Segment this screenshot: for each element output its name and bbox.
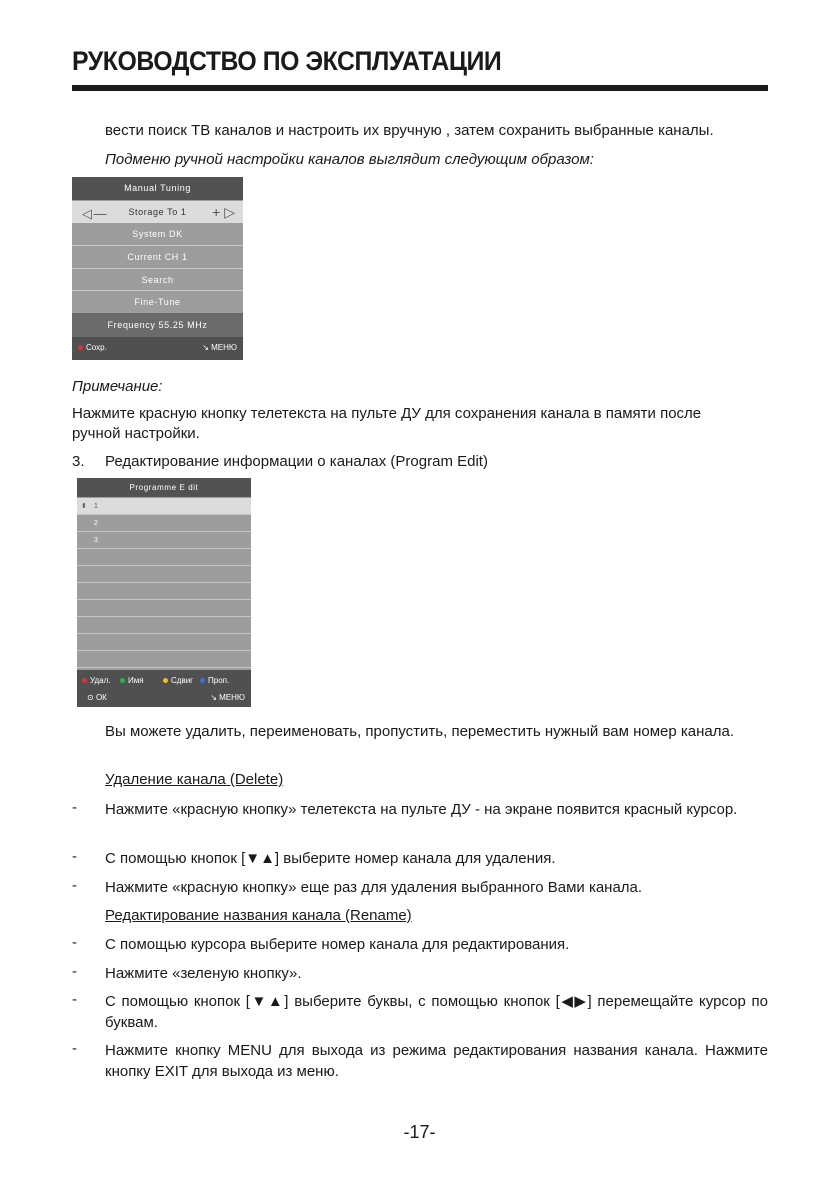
programme-edit-menu bbox=[77, 478, 251, 707]
bullet-dash: - bbox=[72, 877, 77, 894]
rename-step-2: Нажмите «зеленую кнопку». bbox=[105, 965, 302, 982]
intro-line-2: Подменю ручной настройки каналов выглядит следующим образом: bbox=[105, 151, 594, 168]
delete-step-2: С помощью кнопок [▼▲] выберите номер канала для удаления. bbox=[105, 850, 556, 867]
programme-row bbox=[77, 600, 251, 617]
green-dot-icon bbox=[120, 678, 125, 683]
delete-step-3: Нажмите «красную кнопку» еще раз для удаления выбранного Вами канала. bbox=[105, 879, 643, 896]
manual-tuning-footer bbox=[72, 337, 243, 360]
note-title: Примечание: bbox=[72, 378, 163, 395]
blue-dot-icon bbox=[200, 678, 205, 683]
yellow-dot-icon bbox=[163, 678, 168, 683]
search-row: Search bbox=[141, 275, 174, 285]
rename-step-1: С помощью курсора выберите номер канала для редактирования. bbox=[105, 936, 570, 953]
programme-row: ⬍ 1 bbox=[77, 498, 251, 515]
paragraph-intro: Вы можете удалить, переименовать, пропустить, переместить нужный вам номер канала. bbox=[105, 723, 734, 740]
note-line-2: ручной настройки. bbox=[72, 425, 200, 442]
bullet-dash: - bbox=[72, 934, 77, 951]
title-rule bbox=[72, 85, 768, 91]
rename-step-4: Нажмите кнопку MENU для выхода из режима редактирования названия канала. Нажмите кнопку EXIT для выхода из меню. bbox=[105, 1042, 768, 1080]
programme-row bbox=[77, 549, 251, 566]
programme-row: 3 bbox=[77, 532, 251, 549]
bullet-dash: - bbox=[72, 963, 77, 980]
programme-row bbox=[77, 617, 251, 634]
menu-hint: ↘ МЕНЮ bbox=[202, 343, 237, 352]
minus-arrow-icon: ◁ — bbox=[82, 206, 106, 221]
intro-line-1: вести поиск ТВ каналов и настроить их вручную , затем сохранить выбранные каналы. bbox=[105, 122, 714, 139]
bullet-dash: - bbox=[72, 799, 77, 816]
manual-tuning-menu bbox=[72, 177, 243, 360]
bullet-dash: - bbox=[72, 1040, 77, 1057]
opt-delete: Удал. bbox=[82, 676, 110, 685]
bullet-dash: - bbox=[72, 848, 77, 865]
manual-tuning-title: Manual Tuning bbox=[72, 177, 243, 200]
programme-row bbox=[77, 566, 251, 583]
opt-skip: Проп. bbox=[200, 676, 229, 685]
red-dot-icon bbox=[78, 345, 83, 350]
fine-tune-row: Fine-Tune bbox=[134, 297, 181, 307]
programme-edit-title: Programme E dit bbox=[77, 478, 251, 497]
storage-label: Storage To 1 bbox=[128, 207, 187, 217]
save-hint: Сохр. bbox=[78, 343, 107, 352]
opt-move: Сдвиг bbox=[163, 676, 193, 685]
system-row: System DK bbox=[132, 229, 183, 239]
delete-step-1: Нажмите «красную кнопку» телетекста на пульте ДУ - на экране появится красный курсор. bbox=[105, 801, 738, 818]
rename-step-3: С помощью кнопок [▼▲] выберите буквы, с помощью кнопок [◀▶] перемещайте курсор по буквам. bbox=[105, 993, 768, 1031]
programme-row bbox=[77, 651, 251, 668]
programme-row: 2 bbox=[77, 515, 251, 532]
programme-row bbox=[77, 583, 251, 600]
page-title: РУКОВОДСТВО ПО ЭКСПЛУАТАЦИИ bbox=[72, 46, 502, 76]
page-number: -17- bbox=[403, 1122, 436, 1142]
programme-row bbox=[77, 634, 251, 651]
bullet-dash: - bbox=[72, 991, 77, 1008]
red-dot-icon bbox=[82, 678, 87, 683]
plus-arrow-icon: + ▷ bbox=[212, 204, 235, 220]
section-3-title: Редактирование информации о каналах (Program Edit) bbox=[105, 453, 488, 470]
current-ch-row: Current CH 1 bbox=[127, 252, 188, 262]
note-line-1: Нажмите красную кнопку телетекста на пульте ДУ для сохранения канала в памяти после bbox=[72, 405, 702, 422]
menu-hand-icon: ↘ bbox=[202, 343, 209, 352]
frequency-row: Frequency 55.25 MHz bbox=[72, 313, 243, 337]
menu-hand-icon: ↘ bbox=[210, 693, 217, 702]
opt-name: Имя bbox=[120, 676, 144, 685]
ok-hint: ⊙ ОК bbox=[87, 693, 107, 702]
ok-icon: ⊙ bbox=[87, 693, 94, 702]
up-down-arrows-icon: ⬍ bbox=[81, 503, 87, 510]
menu-hint: ↘ МЕНЮ bbox=[210, 693, 245, 702]
delete-heading: Удаление канала (Delete) bbox=[105, 771, 284, 788]
section-3-number: 3. bbox=[72, 453, 85, 470]
rename-heading: Редактирование названия канала (Rename) bbox=[105, 907, 412, 924]
